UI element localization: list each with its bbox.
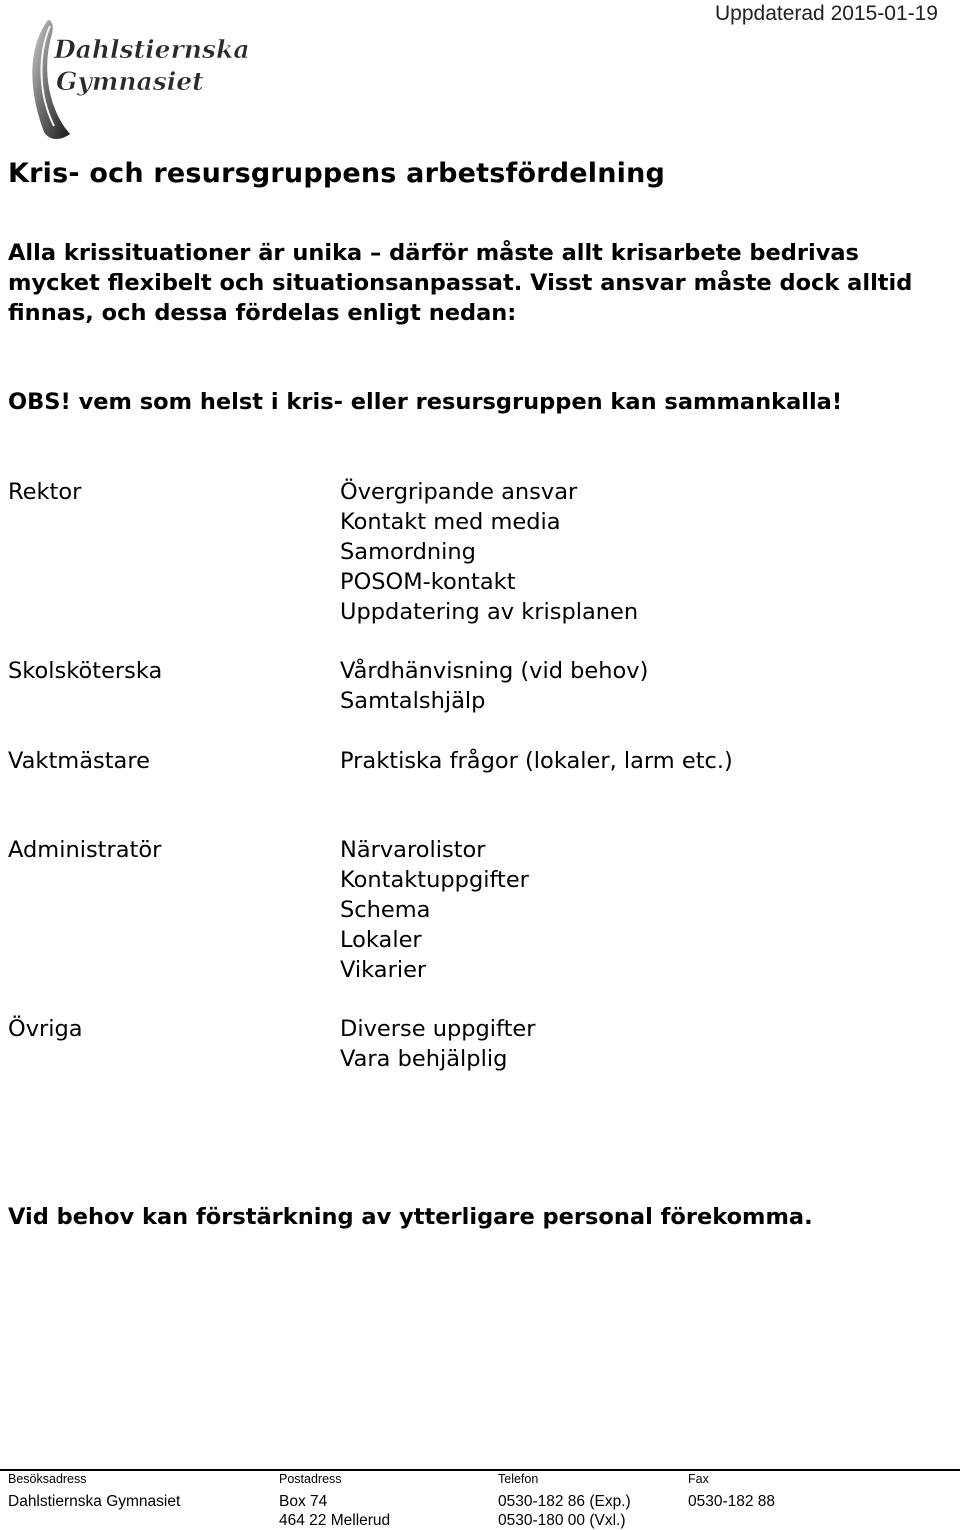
- role-duties: [340, 1014, 536, 1074]
- duty-item: Vara behjälplig: [340, 1046, 508, 1072]
- footer-label: Postadress: [279, 1472, 342, 1486]
- footer-fax: [688, 1471, 775, 1511]
- role-name: Övriga: [8, 1016, 83, 1042]
- footer-value: 464 22 Mellerud: [279, 1512, 391, 1529]
- role-duties: [340, 746, 733, 776]
- role-duties: [340, 477, 638, 627]
- duty-item: Kontakt med media: [340, 509, 561, 535]
- intro-paragraph: Alla krissituationer är unika – därför måste allt krisarbete bedrivas mycket flexibelt och situationsanpassat. Visst ansvar måste dock alltid finnas, och dessa fördelas enligt nedan:: [8, 240, 913, 326]
- duty-item: Vårdhänvisning (vid behov): [340, 658, 649, 684]
- duty-item: Vikarier: [340, 957, 427, 983]
- footer-value: Dahlstiernska Gymnasiet: [8, 1493, 181, 1510]
- footer-label: Besöksadress: [8, 1472, 87, 1486]
- footer-value: 0530-182 86 (Exp.): [498, 1493, 631, 1510]
- duty-item: Samtalshjälp: [340, 688, 486, 714]
- closing-note: Vid behov kan förstärkning av ytterligare personal förekomma.: [8, 1204, 813, 1230]
- logo-text-line1: Dahlstiernska: [54, 35, 250, 64]
- duty-item: Diverse uppgifter: [340, 1016, 536, 1042]
- footer-visit-address: [8, 1471, 180, 1511]
- footer-value: 0530-180 00 (Vxl.): [498, 1512, 626, 1529]
- logo-text-line2: Gymnasiet: [56, 67, 204, 96]
- duty-item: Övergripande ansvar: [340, 479, 578, 505]
- duty-item: Samordning: [340, 539, 476, 565]
- footer-label: Telefon: [498, 1472, 539, 1486]
- duty-item: Schema: [340, 897, 431, 923]
- updated-date: Uppdaterad 2015-01-19: [714, 2, 938, 25]
- school-logo: [28, 14, 250, 144]
- footer-phone: [498, 1471, 631, 1530]
- role-name: Skolsköterska: [8, 658, 163, 684]
- role-duties: [340, 835, 529, 985]
- duty-item: Uppdatering av krisplanen: [340, 599, 639, 625]
- footer-value: 0530-182 88: [688, 1493, 776, 1510]
- page-title: Kris- och resursgruppens arbetsfördelning: [8, 158, 666, 189]
- role-duties: [340, 656, 648, 716]
- duty-item: POSOM-kontakt: [340, 569, 516, 595]
- role-name: Vaktmästare: [8, 748, 150, 774]
- footer-label: Fax: [688, 1472, 709, 1486]
- footer-value: Box 74: [279, 1493, 328, 1510]
- role-name: Administratör: [8, 837, 162, 863]
- duty-item: Praktiska frågor (lokaler, larm etc.): [340, 748, 733, 774]
- duty-item: Närvarolistor: [340, 837, 486, 863]
- footer-post-address: [279, 1471, 390, 1530]
- duty-item: Lokaler: [340, 927, 422, 953]
- obs-note: OBS! vem som helst i kris- eller resursgruppen kan sammankalla!: [8, 389, 843, 415]
- duty-item: Kontaktuppgifter: [340, 867, 529, 893]
- role-name: Rektor: [8, 479, 82, 505]
